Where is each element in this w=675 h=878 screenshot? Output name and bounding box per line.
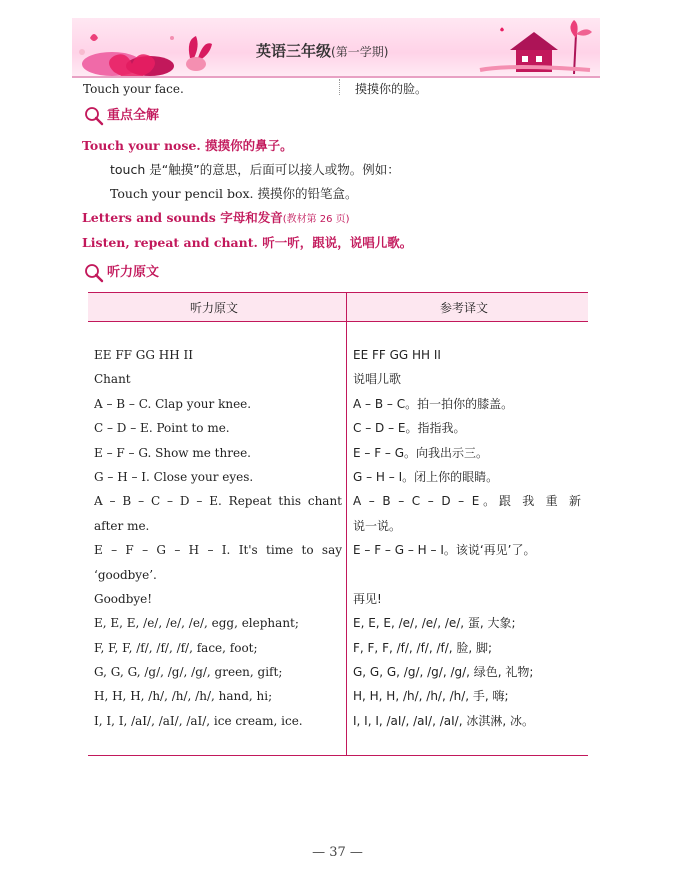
key-point-heading: Touch your nose. 摸摸你的鼻子。 [82, 138, 293, 153]
section-key-points: 重点全解 [83, 104, 159, 126]
table-row: A – B – C. Clap your knee. [94, 396, 252, 411]
listening-table [88, 292, 588, 756]
table-row [353, 563, 581, 587]
table-row: F, F, F, /f/, /f/, /f/, 脸, 脚; [353, 640, 493, 655]
table-row: 说一说。 [353, 518, 402, 533]
table-row: E, E, E, /e/, /e/, /e/, 蛋, 大象; [353, 616, 516, 631]
table-row: E – F – G. Show me three. [94, 445, 251, 460]
table-row: H, H, H, /h/, /h/, /h/, hand, hi; [94, 689, 273, 704]
intro-english: Touch your face. [83, 82, 184, 96]
table-header-original: 听力原文 [190, 301, 239, 315]
table-row: Chant [94, 372, 131, 387]
table-row: I, I, I, /aI/, /aI/, /aI/, 冰淇淋, 冰。 [353, 713, 534, 728]
table-row: 再见! [353, 591, 382, 606]
table-row: F, F, F, /f/, /f/, /f/, face, foot; [94, 640, 258, 655]
original-text-column [94, 343, 342, 733]
table-row: Goodbye! [94, 591, 153, 606]
table-row: E – F – G。向我出示三。 [353, 445, 489, 460]
key-point-example: Touch your pencil box. 摸摸你的铅笔盒。 [110, 186, 358, 201]
dotted-divider [339, 79, 340, 95]
page-header-banner [72, 18, 600, 78]
table-row: E – F – G – H – I。该说‘再见’了。 [353, 543, 536, 558]
table-row: A – B – C – D – E. Repeat this chant [94, 494, 342, 509]
table-row: ‘goodbye’. [94, 567, 157, 582]
decorative-house-tree-icon [470, 18, 600, 76]
page-number: — 37 — [312, 845, 363, 860]
table-row: E – F – G – H – I. It's time to say [94, 543, 342, 558]
table-row: A – B – C – D – E。跟 我 重 新 [353, 494, 581, 509]
table-header [88, 293, 588, 322]
key-point-explanation: touch 是“触摸”的意思，后面可以接人或物。例如： [110, 162, 400, 177]
table-row: H, H, H, /h/, /h/, /h/, 手, 嗨; [353, 689, 509, 704]
table-row: A – B – C。拍一拍你的膝盖。 [353, 396, 514, 411]
table-row: G, G, G, /g/, /g/, /g/, 绿色, 礼物; [353, 665, 534, 680]
intro-chinese: 摸摸你的脸。 [355, 82, 428, 96]
header-title: 英语三年级(第一学期) [256, 42, 389, 60]
magnifier-icon [83, 263, 105, 283]
table-column-divider [346, 293, 347, 755]
decorative-hearts-rabbit-icon [72, 18, 222, 76]
table-row: C – D – E。指指我。 [353, 421, 466, 436]
table-row: 说唱儿歌 [353, 372, 402, 387]
table-row: G – H – I。闭上你的眼睛。 [353, 469, 499, 484]
table-row: EE FF GG HH II [94, 348, 194, 362]
listen-repeat-chant-heading: Listen, repeat and chant. 听一听，跟说，说唱儿歌。 [82, 235, 413, 250]
table-header-translation: 参考译文 [440, 301, 489, 315]
table-row: C – D – E. Point to me. [94, 421, 230, 436]
translation-column [353, 343, 581, 733]
table-row: G, G, G, /g/, /g/, /g/, green, gift; [94, 665, 283, 680]
table-row: I, I, I, /aI/, /aI/, /aI/, ice cream, ice. [94, 713, 303, 728]
table-row: E, E, E, /e/, /e/, /e/, egg, elephant; [94, 616, 299, 631]
table-row: G – H – I. Close your eyes. [94, 469, 254, 484]
magnifier-icon [83, 106, 105, 126]
section-listening: 听力原文 [83, 261, 159, 283]
table-row: after me. [94, 518, 150, 533]
table-row: EE FF GG HH II [353, 348, 441, 362]
letters-and-sounds-heading: Letters and sounds 字母和发音(教材第 26 页) [82, 210, 350, 225]
